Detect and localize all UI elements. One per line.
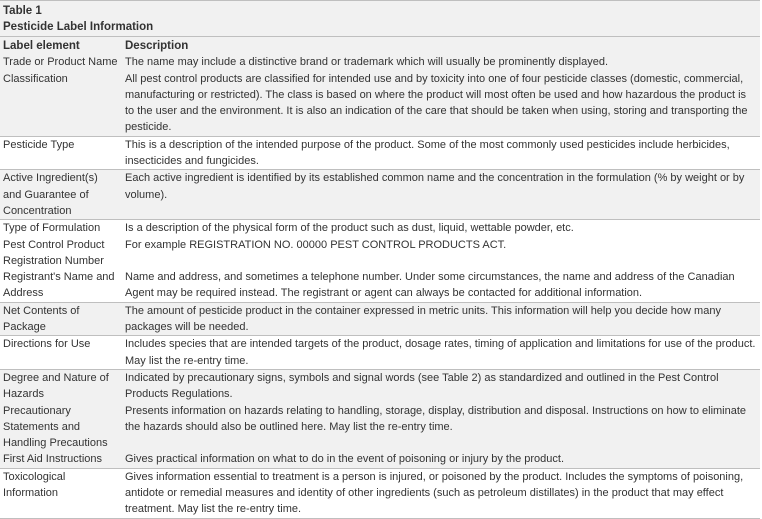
table-row (0, 451, 760, 468)
cell-description: The name may include a distinctive brand or trademark which will usually be prominently displayed. (122, 54, 760, 70)
cell-description: Gives practical information on what to do in the event of poisoning or injury by the product. (122, 451, 760, 468)
table-row (0, 71, 760, 137)
table-row (0, 136, 760, 170)
cell-label-element: Registrant's Name and Address (3, 271, 115, 300)
table-row (0, 269, 760, 302)
cell-label-element: Classification (0, 71, 122, 137)
table-row (0, 170, 760, 220)
pesticide-label-table (0, 36, 760, 519)
table-row (0, 302, 760, 336)
cell-label-element: Degree and Nature of Hazards (0, 369, 122, 402)
cell-description: All pest control products are classified for intended use and by toxicity into one of four pesticide classes (domestic, commercial, manufacturing or restricted). The class is based on where the product will most often be used and how hazardous the product is to the user and the environment. It is also an indication of the care that should be taken when using, storing and transporting the pesticide. (122, 71, 760, 137)
cell-description: Presents information on hazards relating to handling, storage, display, distribution and disposal. Instructions on how to eliminate the hazards should also be outlined here. May list the re-entry time. (122, 403, 760, 452)
cell-description: Is a description of the physical form of the product such as dust, liquid, wettable powder, etc. (122, 220, 760, 237)
cell-label-element: Type of Formulation (0, 220, 122, 237)
cell-label-element: First Aid Instructions (0, 451, 122, 468)
table-row (0, 403, 760, 452)
cell-description: For example REGISTRATION NO. 00000 PEST CONTROL PRODUCTS ACT. (125, 238, 507, 251)
cell-description: Name and address, and sometimes a telephone number. Under some circumstances, the name and address of the Canadian Agent may be required instead. The registrant or agent can always be contacted for additional information. (125, 271, 735, 300)
table-row (0, 468, 760, 518)
cell-label-element: Trade or Product Name (0, 54, 122, 70)
cell-label-element: Pest Control Product Registration Number (3, 238, 105, 267)
table-row (0, 336, 760, 370)
cell-label-element: Pesticide Type (0, 136, 122, 170)
cell-description: Includes species that are intended targets of the product, dosage rates, timing of application and limitations for use of the product. May list the re-entry time. (122, 336, 760, 370)
cell-label-element: Toxicological Information (0, 468, 122, 518)
cell-label-element: Active Ingredient(s) and Guarantee of Concentration (0, 170, 122, 220)
table-caption (0, 0, 760, 36)
cell-description: Gives information essential to treatment is a person is injured, or poisoned by the product. Includes the symptoms of poisoning, antidote or remedial measures and identity of other ingredients (such as petroleum distillates) in the product that may effect treatment. May list the re-entry time. (122, 468, 760, 518)
cell-description: Indicated by precautionary signs, symbols and signal words (see Table 2) as standardized and outlined in the Pest Control Products Regulations. (122, 369, 760, 402)
table-title: Pesticide Label Information (3, 21, 154, 33)
table-row (0, 220, 760, 237)
cell-label-element: Precautionary Statements and Handling Precautions (0, 403, 122, 452)
cell-label-element: Net Contents of Package (0, 302, 122, 336)
table-number: Table 1 (3, 5, 42, 17)
cell-description: This is a description of the intended purpose of the product. Some of the most commonly used pesticides include herbicides, insecticides and fungicides. (122, 136, 760, 170)
cell-description: The amount of pesticide product in the container expressed in metric units. This information will help you decide how many packages will be needed. (122, 302, 760, 336)
header-description: Description (122, 37, 760, 55)
header-label-element: Label element (0, 37, 122, 55)
table-row (0, 369, 760, 402)
table-row (0, 237, 760, 270)
table-row (0, 54, 760, 70)
cell-label-element: Directions for Use (0, 336, 122, 370)
table-header-row (0, 37, 760, 55)
cell-description: Each active ingredient is identified by its established common name and the concentration in the formulation (% by weight or by volume). (122, 170, 760, 220)
